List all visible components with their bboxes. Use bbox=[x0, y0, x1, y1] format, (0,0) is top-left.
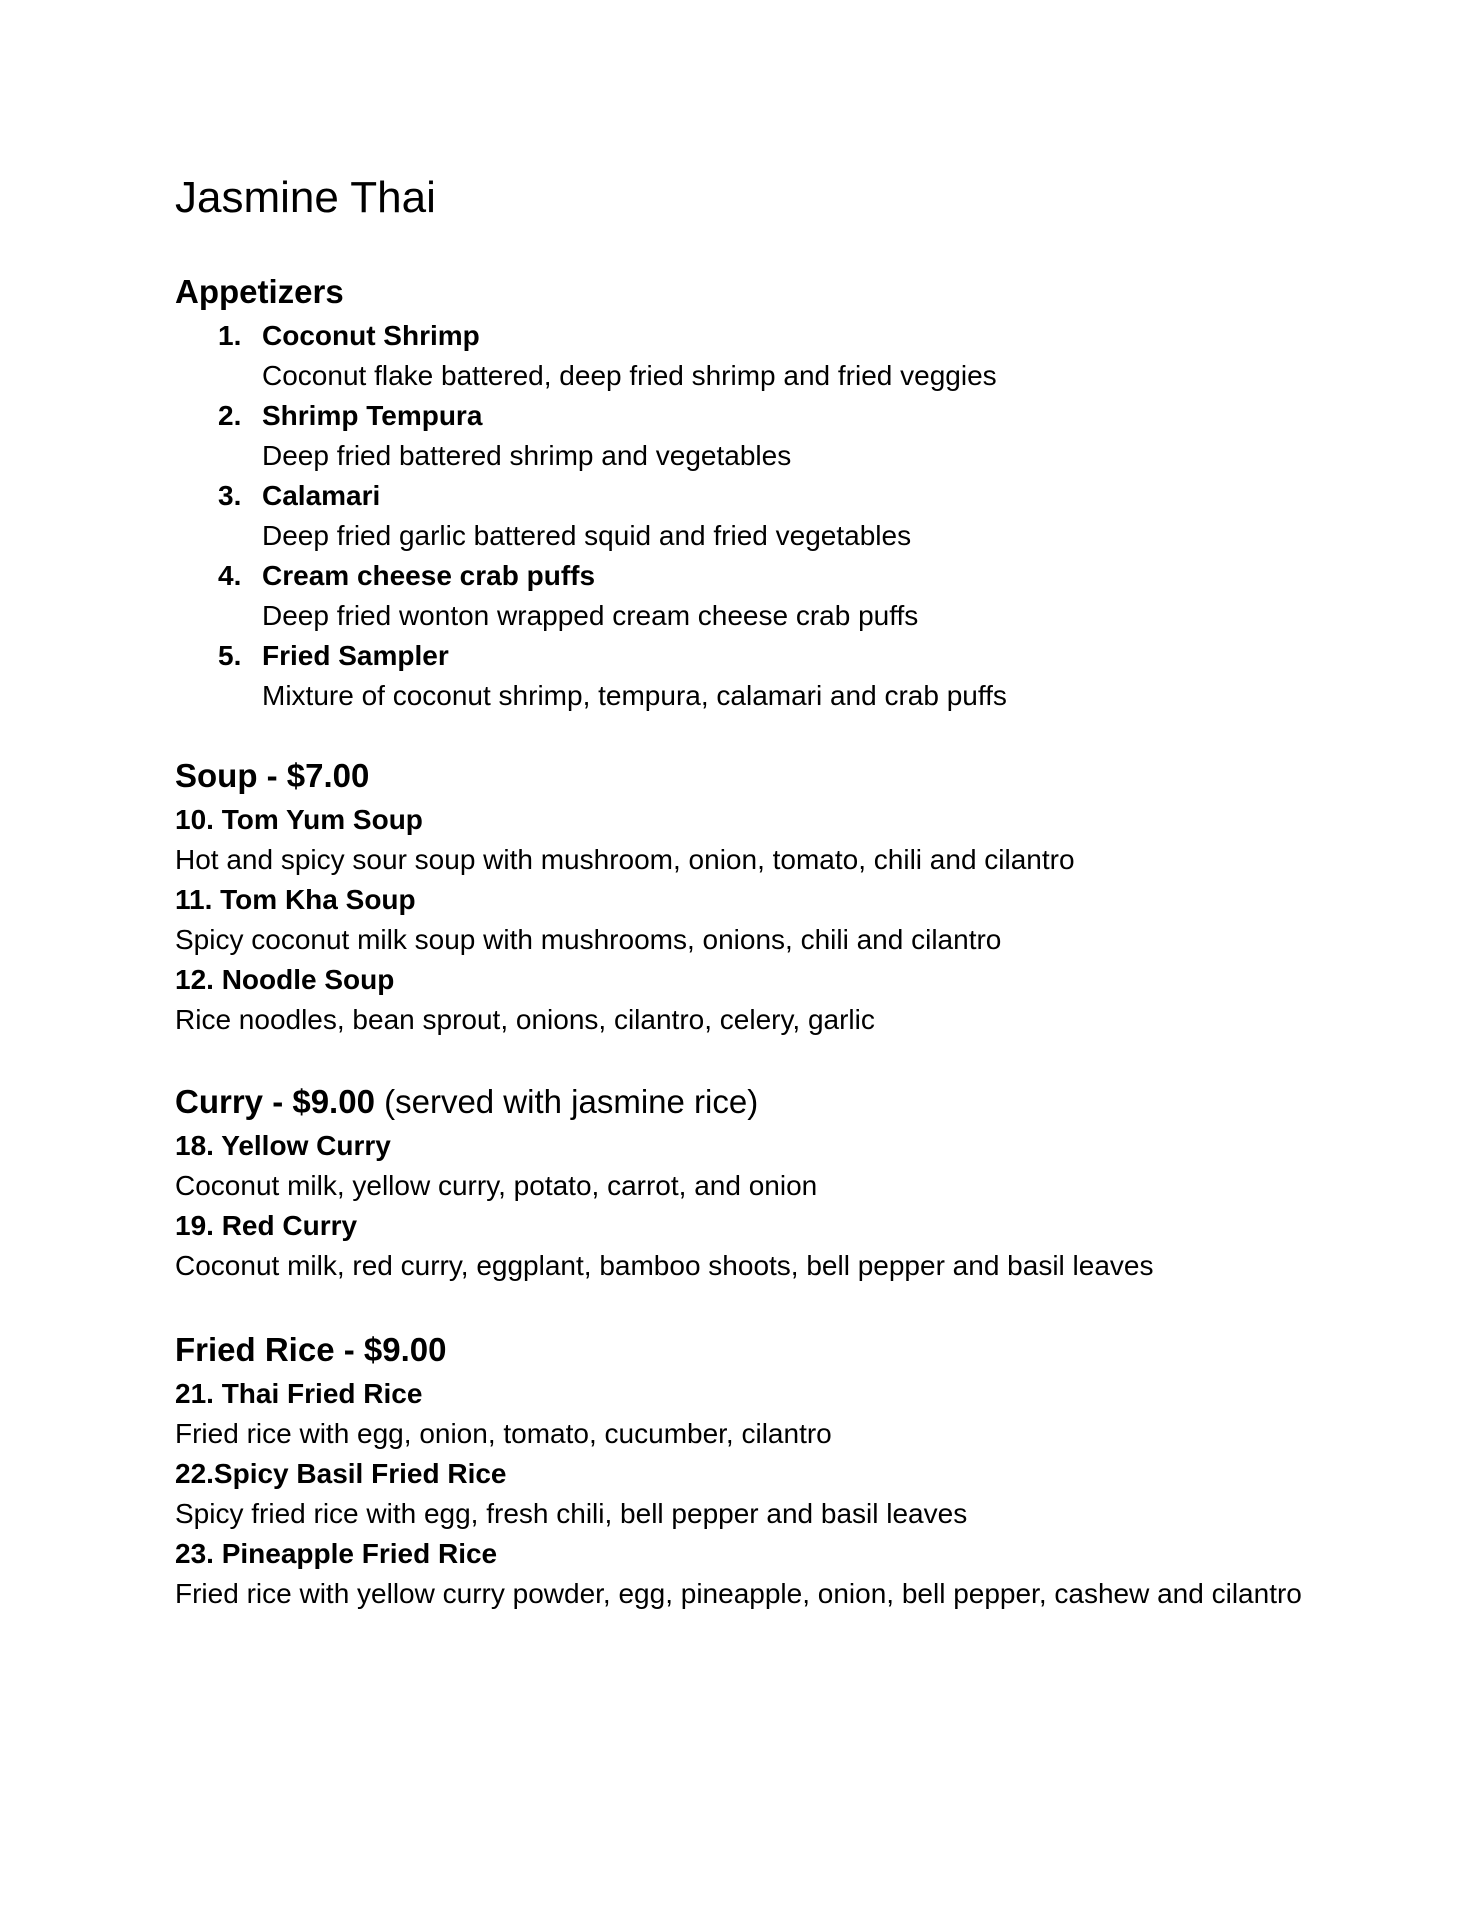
list-item bbox=[175, 636, 1325, 716]
curry-heading-text: Curry - $9.00 bbox=[175, 1083, 375, 1120]
item-description: Hot and spicy sour soup with mushroom, onion, tomato, chili and cilantro bbox=[175, 844, 1075, 875]
list-item bbox=[175, 556, 1325, 636]
item-name: 18. Yellow Curry bbox=[175, 1130, 391, 1161]
item-name: Coconut Shrimp bbox=[262, 320, 480, 351]
soup-heading: Soup - $7.00 bbox=[175, 757, 370, 794]
item-name: 23. Pineapple Fried Rice bbox=[175, 1538, 498, 1569]
list-item bbox=[175, 316, 1325, 396]
item-number: 5. bbox=[218, 640, 242, 671]
item-name: Fried Sampler bbox=[262, 640, 449, 671]
item-name: Calamari bbox=[262, 480, 381, 511]
appetizers-section bbox=[175, 272, 1325, 716]
list-item bbox=[175, 396, 1325, 476]
item-description: Spicy coconut milk soup with mushrooms, onions, chili and cilantro bbox=[175, 924, 1002, 955]
restaurant-title: Jasmine Thai bbox=[175, 173, 436, 222]
fried-rice-items bbox=[175, 1374, 1325, 1614]
item-name: 10. Tom Yum Soup bbox=[175, 804, 423, 835]
item-name: 22.Spicy Basil Fried Rice bbox=[175, 1458, 507, 1489]
menu-page bbox=[175, 172, 1325, 1614]
item-description: Deep fried battered shrimp and vegetables bbox=[262, 440, 792, 471]
item-description: Mixture of coconut shrimp, tempura, calamari and crab puffs bbox=[262, 680, 1007, 711]
soup-section bbox=[175, 756, 1325, 1040]
item-description: Spicy fried rice with egg, fresh chili, bell pepper and basil leaves bbox=[175, 1498, 968, 1529]
item-number: 3. bbox=[218, 480, 242, 511]
appetizers-list bbox=[175, 316, 1325, 716]
item-description: Coconut milk, red curry, eggplant, bamboo shoots, bell pepper and basil leaves bbox=[175, 1250, 1154, 1281]
item-description: Coconut flake battered, deep fried shrimp and fried veggies bbox=[262, 360, 997, 391]
item-number: 1. bbox=[218, 320, 242, 351]
fried-rice-section bbox=[175, 1330, 1325, 1614]
item-description: Coconut milk, yellow curry, potato, carrot, and onion bbox=[175, 1170, 818, 1201]
item-name: 21. Thai Fried Rice bbox=[175, 1378, 423, 1409]
item-description: Rice noodles, bean sprout, onions, cilantro, celery, garlic bbox=[175, 1004, 875, 1035]
item-description: Deep fried garlic battered squid and fried vegetables bbox=[262, 520, 912, 551]
list-item bbox=[175, 476, 1325, 556]
curry-items bbox=[175, 1126, 1325, 1286]
item-name: Shrimp Tempura bbox=[262, 400, 483, 431]
item-number: 4. bbox=[218, 560, 242, 591]
item-name: 19. Red Curry bbox=[175, 1210, 358, 1241]
curry-heading bbox=[175, 1082, 1325, 1122]
item-description: Fried rice with yellow curry powder, egg, pineapple, onion, bell pepper, cashew and cilantro bbox=[175, 1578, 1302, 1609]
item-name: 12. Noodle Soup bbox=[175, 964, 395, 995]
item-name: Cream cheese crab puffs bbox=[262, 560, 596, 591]
appetizers-heading: Appetizers bbox=[175, 273, 344, 310]
curry-section bbox=[175, 1082, 1325, 1286]
item-description: Fried rice with egg, onion, tomato, cucumber, cilantro bbox=[175, 1418, 832, 1449]
fried-rice-heading: Fried Rice - $9.00 bbox=[175, 1331, 447, 1368]
item-name: 11. Tom Kha Soup bbox=[175, 884, 416, 915]
curry-heading-note: (served with jasmine rice) bbox=[374, 1083, 759, 1120]
item-description: Deep fried wonton wrapped cream cheese crab puffs bbox=[262, 600, 919, 631]
item-number: 2. bbox=[218, 400, 242, 431]
soup-items bbox=[175, 800, 1325, 1040]
